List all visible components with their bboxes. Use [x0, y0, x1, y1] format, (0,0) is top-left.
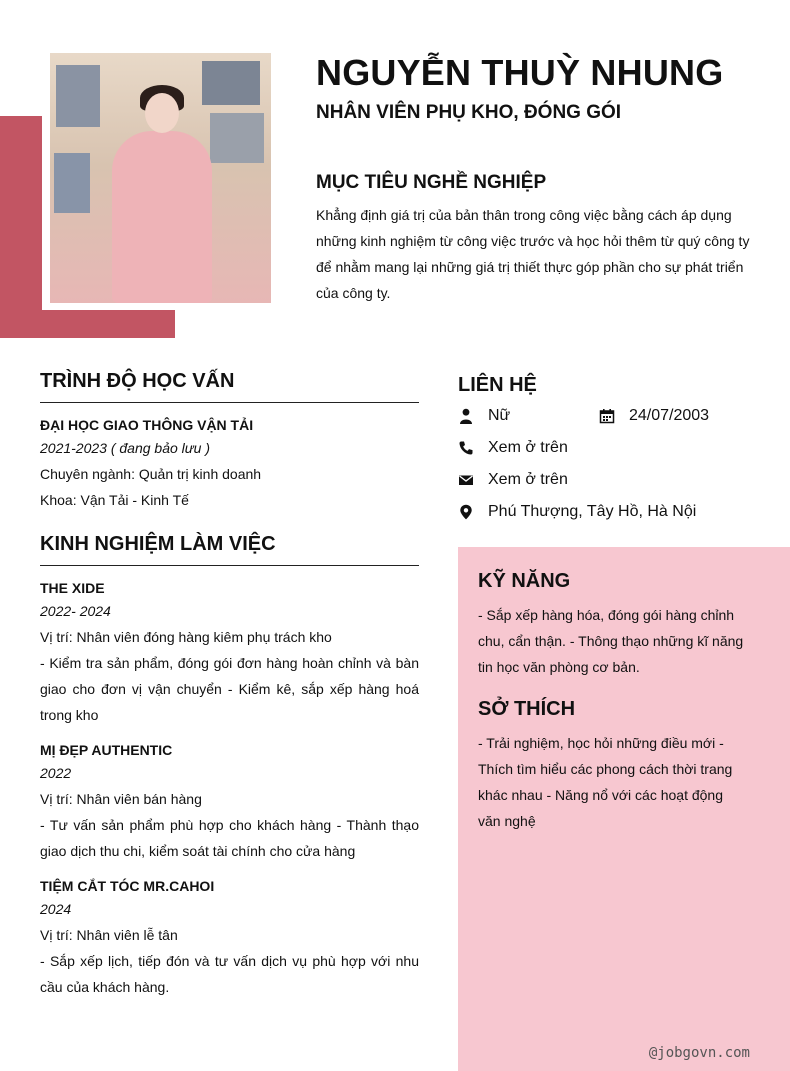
gender-value: Nữ: [488, 407, 511, 424]
objective-text: Khẳng định giá trị của bản thân trong công việc bằng cách áp dụng những kinh nghiệm từ công việc trước và học hỏi thêm từ quý công ty để nhằm mang lại những giá trị thiết thực góp phần cho sự phát triển của công ty.: [316, 207, 750, 301]
watermark: @jobgovn.com: [648, 1045, 750, 1061]
experience-position: Vị trí: Nhân viên bán hàng: [40, 791, 202, 807]
experience-heading: KINH NGHIỆM LÀM VIỆC: [40, 533, 419, 566]
education-period: 2021-2023 ( đang bảo lưu ): [40, 440, 210, 456]
left-column: [40, 370, 419, 1012]
contact-address: [458, 501, 696, 523]
education-heading: TRÌNH ĐỘ HỌC VẤN: [40, 370, 419, 403]
hobbies-heading: SỞ THÍCH: [478, 698, 576, 720]
accent-block-horizontal: [0, 310, 175, 338]
mail-icon: [458, 472, 474, 488]
map-pin-icon: [458, 504, 474, 520]
address-value: Phú Thượng, Tây Hồ, Hà Nội: [488, 503, 697, 520]
contact-dob: [599, 405, 709, 427]
person-icon: [458, 408, 474, 424]
company-name: THE XIDE: [40, 580, 105, 596]
experience-period: 2022- 2024: [40, 603, 111, 619]
objective-heading: MỤC TIÊU NGHỀ NGHIỆP: [316, 172, 547, 193]
experience-period: 2022: [40, 765, 72, 781]
job-title: NHÂN VIÊN PHỤ KHO, ĐÓNG GÓI: [316, 102, 622, 123]
phone-icon: [458, 440, 474, 456]
experience-position: Vị trí: Nhân viên lễ tân: [40, 927, 178, 943]
experience-description: - Sắp xếp lịch, tiếp đón và tư vấn dịch vụ phù hợp với nhu cầu của khách hàng.: [40, 953, 419, 995]
skills-text: - Sắp xếp hàng hóa, đóng gói hàng chỉnh chu, cẩn thận. - Thông thạo những kĩ năng tin học văn phòng cơ bản.: [478, 607, 744, 675]
contact-phone: [458, 437, 568, 459]
profile-photo: [50, 53, 271, 303]
candidate-name: NGUYỄN THUỲ NHUNG: [316, 52, 724, 93]
school-name: ĐẠI HỌC GIAO THÔNG VẬN TẢI: [40, 417, 254, 433]
experience-description: - Kiểm tra sản phẩm, đóng gói đơn hàng hoàn chỉnh và bàn giao cho đơn vị vận chuyển - Kiểm kê, sắp xếp hàng hoá trong kho: [40, 655, 419, 723]
skills-panel: [458, 547, 790, 1071]
experience-item: [40, 876, 419, 1000]
contact-heading: LIÊN HỆ: [458, 374, 537, 396]
contact-gender: [458, 405, 510, 427]
calendar-icon: [599, 408, 615, 424]
experience-position: Vị trí: Nhân viên đóng hàng kiêm phụ trách kho: [40, 629, 332, 645]
phone-value: Xem ở trên: [488, 439, 568, 456]
experience-item: [40, 740, 419, 864]
company-name: TIỆM CẮT TÓC MR.CAHOI: [40, 878, 215, 894]
email-value: Xem ở trên: [488, 471, 568, 488]
education-entry: [40, 415, 419, 513]
accent-block-vertical: [0, 116, 42, 338]
contact-email: [458, 469, 568, 491]
education-faculty: Khoa: Vận Tải - Kinh Tế: [40, 492, 189, 508]
dob-value: 24/07/2003: [629, 407, 710, 424]
company-name: MỊ ĐẸP AUTHENTIC: [40, 742, 173, 758]
education-major: Chuyên ngành: Quản trị kinh doanh: [40, 466, 262, 482]
hobbies-text: - Trải nghiệm, học hỏi những điều mới - Thích tìm hiểu các phong cách thời trang khác nhau - Năng nổ với các hoạt động văn nghệ: [478, 735, 733, 829]
skills-heading: KỸ NĂNG: [478, 570, 571, 592]
experience-description: - Tư vấn sản phẩm phù hợp cho khách hàng - Thành thạo giao dịch thu chi, kiểm soát tài chính cho cửa hàng: [40, 817, 419, 859]
experience-period: 2024: [40, 901, 72, 917]
experience-item: [40, 578, 419, 728]
